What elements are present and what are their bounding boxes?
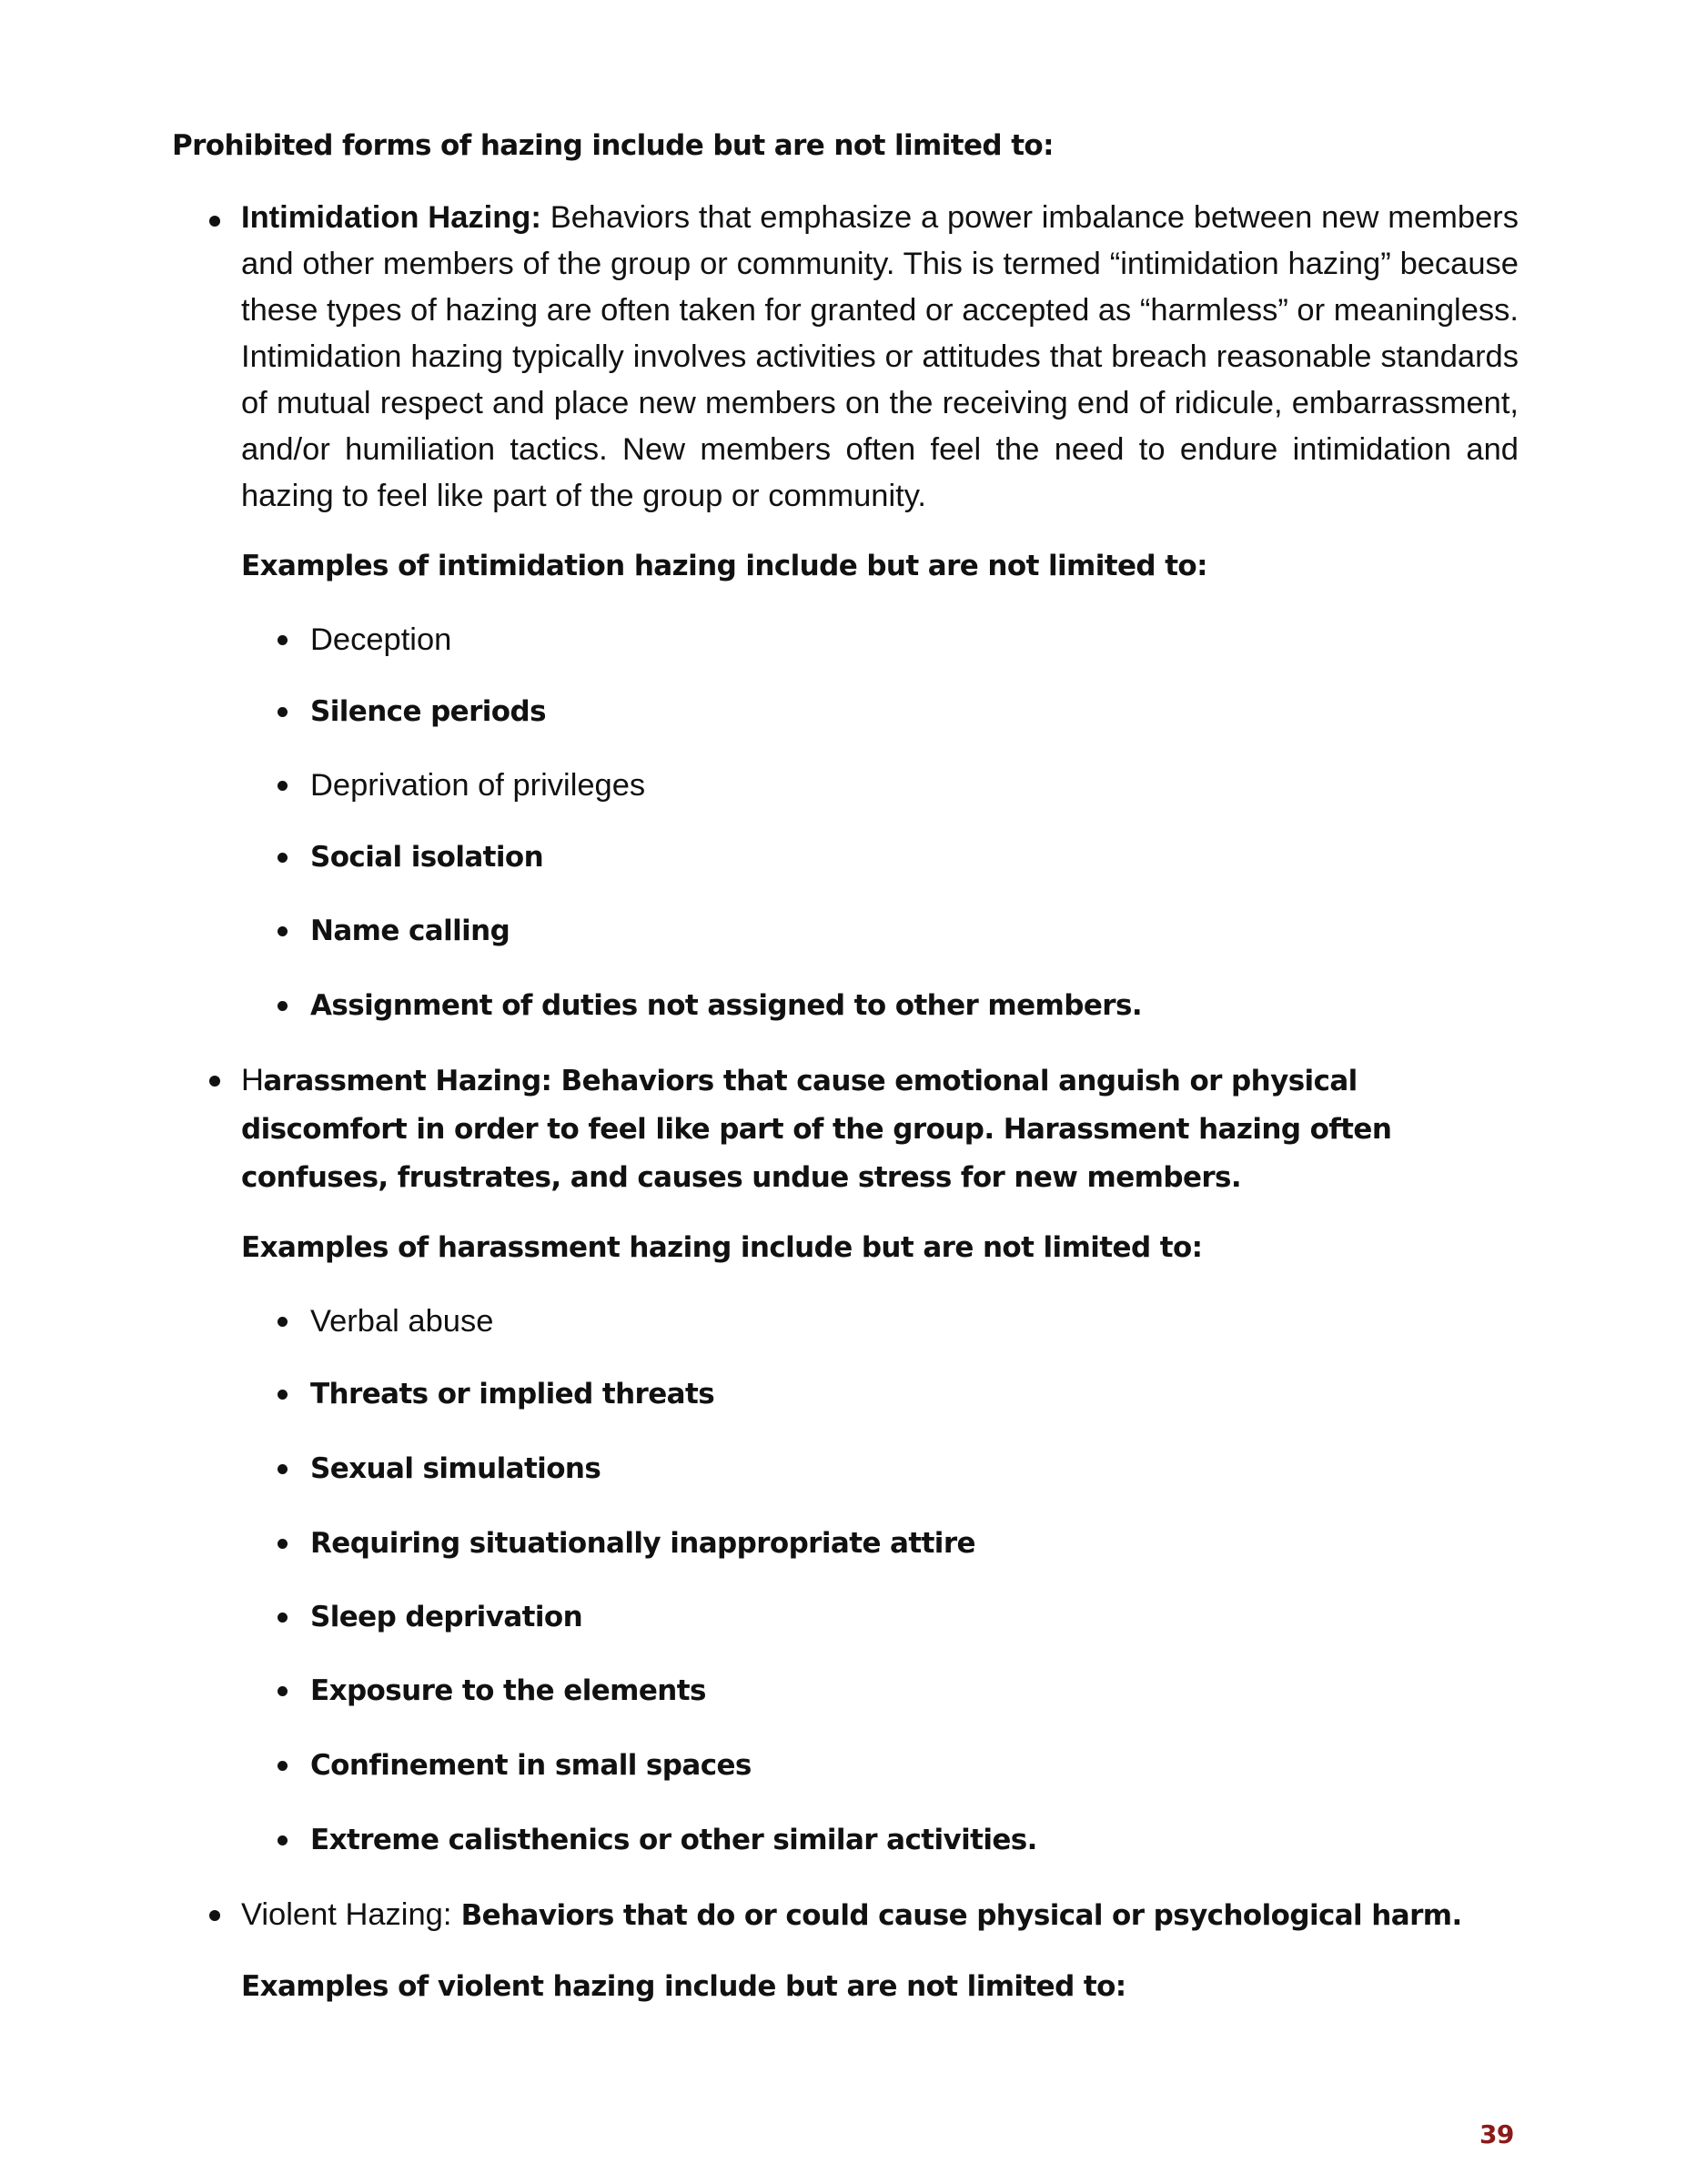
list-item: Requiring situationally inappropriate attire <box>310 1527 975 1560</box>
bullet-icon <box>278 1317 288 1327</box>
bullet-icon <box>278 1613 288 1623</box>
bullet-icon <box>278 781 288 791</box>
bullet-icon <box>278 635 288 645</box>
bullet-icon <box>278 926 288 936</box>
list-item: Exposure to the elements <box>310 1674 706 1707</box>
bullet-icon <box>278 1686 288 1696</box>
intimidation-text: Behaviors that emphasize a power imbalance between new members and other members of the group or community. This is termed “intimidation hazing” because these types of hazing are often taken for granted or accepted as “harmless” or meaningless. Intimidation hazing typically involves activities or attitudes that breach reasonable standards of mutual respect and place new members on the receiving end of ridicule, embarrassment, and/or humiliation tactics. New members often feel the need to endure intimidation and hazing to feel like part of the group or community. <box>241 200 1519 513</box>
violent-term: Violent Hazing: <box>241 1897 452 1932</box>
page-number: 39 <box>1479 2119 1514 2149</box>
violent-examples-heading: Examples of violent hazing include but are not limited to: <box>241 1970 1126 2003</box>
bullet-icon <box>278 1390 288 1400</box>
violent-text: Behaviors that do or could cause physical or psychological harm. <box>451 1899 1462 1932</box>
intimidation-paragraph <box>241 195 1519 520</box>
list-item: Silence periods <box>310 695 546 728</box>
list-item: Social isolation <box>310 841 544 874</box>
harassment-paragraph <box>241 1057 1519 1202</box>
intro-heading: Prohibited forms of hazing include but are not limited to: <box>172 129 1054 162</box>
intimidation-term: Intimidation Hazing: <box>241 200 541 235</box>
harassment-lead-letter: H <box>241 1063 264 1097</box>
bullet-icon <box>278 1761 288 1771</box>
harassment-text: arassment Hazing: Behaviors that cause emotional anguish or physical discomfort in order to feel like part of the group. Harassment hazing often confuses, frustrates, and causes undue stress for new members. <box>241 1065 1392 1194</box>
list-item: Sleep deprivation <box>310 1601 583 1633</box>
bullet-icon <box>209 1076 220 1087</box>
intimidation-examples-heading: Examples of intimidation hazing include but are not limited to: <box>241 550 1207 582</box>
list-item: Sexual simulations <box>310 1452 601 1485</box>
harassment-examples-heading: Examples of harassment hazing include but are not limited to: <box>241 1231 1203 1264</box>
bullet-icon <box>209 216 220 227</box>
bullet-icon <box>278 1539 288 1549</box>
list-item: Verbal abuse <box>310 1304 494 1339</box>
bullet-icon <box>278 707 288 717</box>
list-item: Deprivation of privileges <box>310 768 646 803</box>
list-item: Extreme calisthenics or other similar activities. <box>310 1824 1037 1856</box>
violent-paragraph <box>241 1895 1462 1941</box>
bullet-icon <box>278 1835 288 1845</box>
list-item: Name calling <box>310 915 510 947</box>
list-item: Deception <box>310 622 452 657</box>
bullet-icon <box>278 853 288 863</box>
bullet-icon <box>278 1464 288 1474</box>
list-item: Assignment of duties not assigned to other members. <box>310 989 1142 1022</box>
list-item: Threats or implied threats <box>310 1378 715 1410</box>
bullet-icon <box>278 1001 288 1011</box>
bullet-icon <box>209 1910 220 1921</box>
list-item: Confinement in small spaces <box>310 1749 752 1782</box>
